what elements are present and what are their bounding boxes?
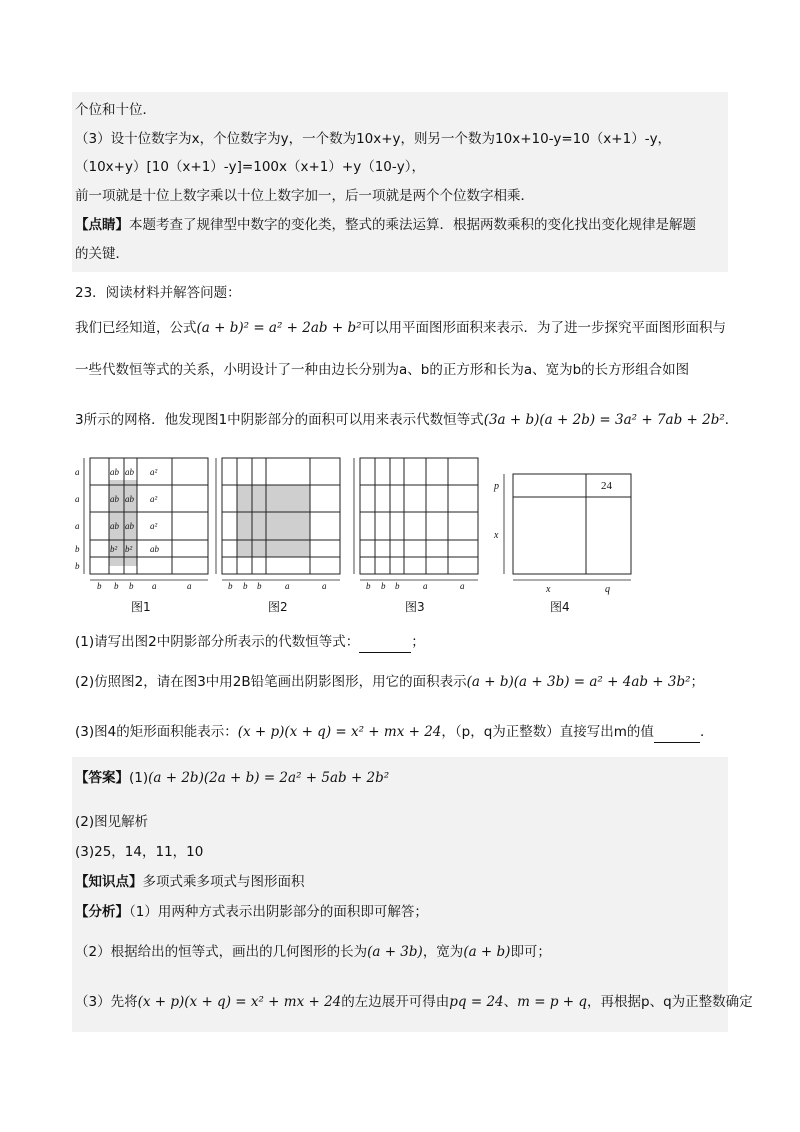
formula: m = p + q	[517, 994, 587, 1010]
cell-label: a²	[150, 467, 158, 477]
text-line	[75, 942, 725, 962]
question-title: 23．阅读材料并解答问题：	[75, 285, 241, 301]
figure-label: 图1	[131, 600, 151, 614]
tag-answer: 【答案】	[75, 770, 129, 786]
bottom-label: b	[228, 581, 233, 591]
text-span: 3所示的网格．他发现图1中阴影部分的面积可以用来表示代数恒等式	[75, 412, 484, 428]
bottom-label: a	[423, 581, 428, 591]
formula: (x + p)(x + q) = x² + mx + 24	[237, 724, 442, 740]
bottom-label: a	[322, 581, 327, 591]
cell-label: ab	[110, 494, 119, 504]
text-line	[75, 992, 753, 1012]
text-span: 本题考查了规律型中数字的变化类，整式的乘法运算．根据两数乘积的变化找出变化规律是解题	[129, 217, 696, 233]
formula: (x + p)(x + q) = x² + mx + 24	[137, 994, 342, 1010]
text-span: （2）根据给出的恒等式，画出的几何图形的长为	[75, 944, 368, 960]
fig4-x-bottom-label: x	[546, 584, 551, 595]
text-line: （10x+y）[10（x+1）-y]=100x（x+1）+y（10-y），	[75, 159, 425, 175]
side-label: b	[75, 561, 80, 571]
cell-label: ab	[110, 521, 119, 531]
bottom-label: a	[460, 581, 465, 591]
text-line: 个位和十位．	[75, 102, 156, 118]
text-span: 可以用平面图形面积来表示．为了进一步探究平面图形面积与	[361, 320, 727, 336]
text-line: 一些代数恒等式的关系，小明设计了一种由边长分别为a、b的正方形和长为a、宽为b的长方形组合如图	[75, 362, 690, 378]
text-span: (3)图4的矩形面积能表示：	[75, 724, 238, 740]
tag-dianjing: 【点睛】	[75, 217, 129, 233]
text-line	[75, 768, 725, 788]
text-span: 我们已经知道，公式	[75, 320, 197, 336]
cell-label: ab	[125, 494, 134, 504]
figure-2	[210, 452, 345, 592]
text-span: ；	[411, 634, 425, 650]
text-line	[75, 722, 725, 743]
cell-label: ab	[150, 544, 159, 554]
formula: (a + b)(a + 3b) = a² + 4ab + 3b²	[466, 674, 691, 690]
bottom-label: b	[129, 581, 134, 591]
cell-label: a²	[150, 521, 158, 531]
text-line: (2)图见解析	[75, 814, 149, 830]
text-span: ，宽为	[422, 944, 464, 960]
cell-label: ab	[125, 521, 134, 531]
bottom-label: a	[152, 581, 157, 591]
text-span: （1）用两种方式表示出阴影部分的面积即可解答；	[129, 904, 428, 920]
text-line	[75, 902, 725, 922]
bottom-label: b	[114, 581, 119, 591]
text-span: ，（p，q为正整数）直接写出m的值	[441, 724, 654, 740]
text-line: （3）设十位数字为x，个位数字为y，一个数为10x+y，则另一个数为10x+10-y=10（x+1）-y，	[75, 131, 672, 147]
text-span: ；	[690, 674, 705, 690]
figure-4	[488, 452, 638, 597]
side-label: a	[75, 521, 80, 531]
bottom-label: b	[97, 581, 102, 591]
figure-label: 图2	[268, 600, 288, 614]
text-line	[75, 672, 725, 692]
side-label: a	[75, 494, 80, 504]
bottom-label: b	[366, 581, 371, 591]
formula: pq = 24	[449, 994, 504, 1010]
text-line	[75, 318, 725, 338]
fig4-q-label: q	[605, 584, 610, 595]
fig4-value: 24	[601, 480, 612, 492]
text-span: 即可；	[510, 944, 551, 960]
text-span: ，再根据p、q为正整数确定	[587, 994, 753, 1010]
cell-label: b²	[125, 544, 133, 554]
formula: (a + 2b)(2a + b) = 2a² + 5ab + 2b²	[148, 770, 390, 786]
tag-knowledge: 【知识点】	[75, 874, 143, 890]
formula: (a + 3b)	[367, 944, 423, 960]
figure-3	[348, 452, 483, 592]
bottom-label: b	[395, 581, 400, 591]
side-label: b	[75, 544, 80, 554]
text-span: (2)仿照图2，请在图3中用2B铅笔画出阴影图形，用它的面积表示	[75, 674, 467, 690]
cell-label: ab	[125, 467, 134, 477]
cell-label: a²	[150, 494, 158, 504]
side-label: a	[75, 467, 80, 477]
figure-1	[72, 452, 212, 592]
bottom-label: a	[285, 581, 290, 591]
bottom-label: b	[381, 581, 386, 591]
formula: (3a + b)(a + 2b) = 3a² + 7ab + 2b²	[483, 412, 725, 428]
text-line	[75, 632, 725, 653]
text-span: (1)请写出图2中阴影部分所表示的代数恒等式：	[75, 634, 360, 650]
text-span: 多项式乘多项式与图形面积	[142, 874, 305, 890]
text-span: 、	[503, 994, 518, 1010]
solution-shade-bottom	[72, 757, 728, 1032]
text-line	[75, 872, 725, 892]
text-line: 的关键．	[75, 246, 129, 262]
text-span: ．	[724, 412, 739, 428]
bottom-label: b	[243, 581, 248, 591]
answer-blank	[654, 722, 700, 743]
bottom-label: b	[257, 581, 262, 591]
formula: (a + b)² = a² + 2ab + b²	[196, 320, 362, 336]
text-line	[75, 215, 725, 235]
text-line	[75, 410, 739, 430]
fig4-x-label: x	[494, 530, 499, 541]
cell-label: ab	[110, 467, 119, 477]
text-line: (3)25，14，11，10	[75, 844, 204, 860]
bottom-label: a	[187, 581, 192, 591]
cell-label: b²	[110, 544, 118, 554]
answer-blank	[359, 632, 411, 653]
fig4-p-label: p	[494, 481, 499, 492]
text-span: ．	[699, 724, 714, 740]
text-span: (1)	[129, 770, 149, 786]
formula: (a + b)	[463, 944, 511, 960]
text-line: 前一项就是十位上数字乘以十位上数字加一，后一项就是两个个位数字相乘．	[75, 188, 534, 204]
figure-label: 图3	[405, 600, 425, 614]
figure-label: 图4	[550, 600, 570, 614]
tag-analysis: 【分析】	[75, 904, 129, 920]
text-span: （3）先将	[75, 994, 138, 1010]
text-span: 的左边展开可得由	[341, 994, 450, 1010]
